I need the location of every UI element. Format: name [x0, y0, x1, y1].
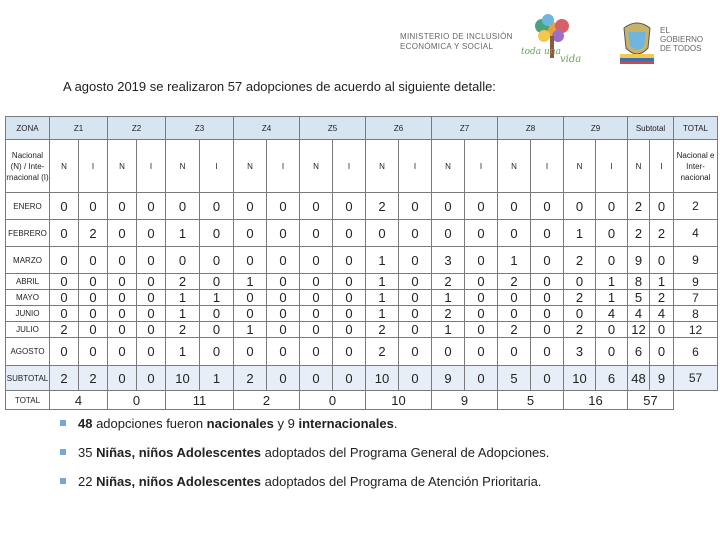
zone-header-cell: Z8	[498, 117, 564, 140]
subtotal-cell: 0	[531, 366, 564, 391]
n-header-cell: N	[300, 140, 333, 193]
value-cell: 0	[333, 220, 366, 247]
value-cell: 0	[564, 306, 596, 322]
subtotal-cell: 0	[300, 366, 333, 391]
value-cell: 0	[531, 274, 564, 290]
row-total: 9	[674, 247, 718, 274]
value-cell: 0	[300, 306, 333, 322]
value-cell: 0	[300, 247, 333, 274]
row-total: 8	[674, 306, 718, 322]
value-cell: 2	[498, 274, 531, 290]
coat-of-arms-icon	[618, 18, 656, 64]
value-cell: 4	[596, 306, 628, 322]
row-total: 7	[674, 290, 718, 306]
table-row	[6, 338, 718, 366]
value-cell: 2	[564, 322, 596, 338]
row-label: AGOSTO	[6, 338, 50, 366]
bullet-square-icon	[60, 478, 66, 484]
value-cell: 0	[137, 193, 166, 220]
value-cell: 0	[200, 338, 234, 366]
value-cell: 0	[166, 247, 200, 274]
n-header-cell: N	[366, 140, 399, 193]
value-cell: 0	[399, 247, 432, 274]
row-total: 2	[674, 193, 718, 220]
value-cell: 0	[650, 247, 674, 274]
i-header-cell: I	[465, 140, 498, 193]
zone-header-cell: Z1	[50, 117, 108, 140]
zone-header-cell: Z6	[366, 117, 432, 140]
value-cell: 0	[465, 247, 498, 274]
n-header-cell: N	[166, 140, 200, 193]
zone-header-cell: Subtotal	[628, 117, 674, 140]
bullet-3-text: adoptados del Programa de Atención Prioritaria.	[261, 474, 542, 489]
n-header-cell: N	[564, 140, 596, 193]
value-cell: 0	[108, 290, 137, 306]
value-cell: 0	[300, 322, 333, 338]
bullet-1-number: 48	[78, 416, 93, 431]
value-cell: 1	[564, 220, 596, 247]
value-cell: 12	[628, 322, 650, 338]
zone-total-cell: 5	[498, 391, 564, 410]
zone-total-cell: 4	[50, 391, 108, 410]
value-cell: 0	[137, 322, 166, 338]
value-cell: 2	[432, 274, 465, 290]
value-cell: 1	[366, 274, 399, 290]
value-cell: 0	[234, 290, 267, 306]
value-cell: 0	[650, 338, 674, 366]
value-cell: 9	[628, 247, 650, 274]
row-total: 12	[674, 322, 718, 338]
intro-text: A agosto 2019 se realizaron 57 adopciones de acuerdo al siguiente detalle:	[63, 79, 496, 94]
value-cell: 0	[333, 338, 366, 366]
subtotal-cell: 1	[200, 366, 234, 391]
subtotal-cell: 0	[267, 366, 300, 391]
bullet-1-bold-b: internacionales	[298, 416, 394, 431]
value-cell: 0	[137, 220, 166, 247]
value-cell: 2	[498, 322, 531, 338]
value-cell: 1	[432, 290, 465, 306]
value-cell: 2	[564, 290, 596, 306]
value-cell: 0	[137, 306, 166, 322]
value-cell: 0	[333, 322, 366, 338]
total-header: TOTAL	[674, 117, 718, 140]
n-header-cell: N	[108, 140, 137, 193]
value-cell: 0	[432, 193, 465, 220]
row-total: 9	[674, 274, 718, 290]
table-row	[6, 290, 718, 306]
table-row	[6, 220, 718, 247]
value-cell: 1	[596, 274, 628, 290]
row-label: JUNIO	[6, 306, 50, 322]
value-cell: 0	[79, 193, 108, 220]
bullet-1-text-b: y 9	[273, 416, 299, 431]
zone-total-cell: 0	[300, 391, 366, 410]
i-header-cell: I	[333, 140, 366, 193]
value-cell: 2	[166, 322, 200, 338]
total-row	[6, 391, 718, 410]
value-cell: 1	[234, 322, 267, 338]
value-cell: 0	[234, 306, 267, 322]
value-cell: 0	[50, 274, 79, 290]
value-cell: 0	[108, 322, 137, 338]
value-cell: 0	[267, 290, 300, 306]
subtotal-cell: 0	[108, 366, 137, 391]
n-header-cell: N	[432, 140, 465, 193]
value-cell: 3	[564, 338, 596, 366]
subtotal-cell: 5	[498, 366, 531, 391]
subtotal-cell: 10	[366, 366, 399, 391]
row-total: 6	[674, 338, 718, 366]
ni-legend-cell: Nacional (N) / Inte-rnacional (I)	[6, 140, 50, 193]
ministry-logo-text	[400, 32, 513, 52]
row-label: ENERO	[6, 193, 50, 220]
table-row	[6, 247, 718, 274]
value-cell: 0	[596, 193, 628, 220]
value-cell: 0	[399, 274, 432, 290]
value-cell: 0	[399, 220, 432, 247]
table-row	[6, 306, 718, 322]
zone-header: ZONA	[6, 117, 50, 140]
value-cell: 2	[650, 290, 674, 306]
gobierno-logo-text	[660, 26, 703, 53]
value-cell: 0	[267, 306, 300, 322]
value-cell: 0	[465, 220, 498, 247]
value-cell: 0	[137, 274, 166, 290]
value-cell: 0	[531, 306, 564, 322]
value-cell: 0	[234, 193, 267, 220]
ni-header-row	[6, 140, 718, 193]
value-cell: 1	[596, 290, 628, 306]
value-cell: 0	[399, 306, 432, 322]
value-cell: 0	[531, 322, 564, 338]
n-header-cell: N	[50, 140, 79, 193]
gov-line-2: GOBIERNO	[660, 35, 704, 44]
value-cell: 0	[333, 274, 366, 290]
zone-total-cell: 11	[166, 391, 234, 410]
brand-text-2: vida	[560, 54, 582, 65]
i-header-cell: I	[137, 140, 166, 193]
value-cell: 0	[531, 193, 564, 220]
value-cell: 0	[366, 220, 399, 247]
subtotal-cell: 9	[432, 366, 465, 391]
value-cell: 2	[628, 220, 650, 247]
value-cell: 0	[650, 193, 674, 220]
value-cell: 0	[267, 193, 300, 220]
value-cell: 0	[300, 193, 333, 220]
subtotal-cell: 2	[234, 366, 267, 391]
value-cell: 1	[166, 306, 200, 322]
i-header-cell: I	[650, 140, 674, 193]
value-cell: 2	[50, 322, 79, 338]
row-label: ABRIL	[6, 274, 50, 290]
value-cell: 4	[650, 306, 674, 322]
value-cell: 0	[465, 274, 498, 290]
value-cell: 8	[628, 274, 650, 290]
bullet-1-bold-a: nacionales	[206, 416, 274, 431]
brand-text-1: toda una	[521, 47, 561, 57]
total-label: TOTAL	[6, 391, 50, 410]
value-cell: 0	[300, 290, 333, 306]
adoptions-table	[5, 116, 718, 410]
value-cell: 0	[267, 338, 300, 366]
subtotal-cell: 48	[628, 366, 650, 391]
value-cell: 0	[108, 220, 137, 247]
value-cell: 0	[531, 220, 564, 247]
row-label: MAYO	[6, 290, 50, 306]
value-cell: 0	[465, 322, 498, 338]
ministry-line-2: ECONÓMICA Y SOCIAL	[400, 42, 494, 51]
table-row	[6, 193, 718, 220]
value-cell: 1	[366, 247, 399, 274]
zone-header-cell: Z9	[564, 117, 628, 140]
toda-una-vida-logo	[518, 12, 586, 68]
bullet-square-icon	[60, 449, 66, 455]
value-cell: 0	[399, 322, 432, 338]
bullet-1	[60, 416, 549, 431]
value-cell: 3	[432, 247, 465, 274]
bullet-2-number: 35	[78, 445, 97, 460]
value-cell: 0	[498, 338, 531, 366]
value-cell: 0	[465, 290, 498, 306]
subtotal-cell: 10	[166, 366, 200, 391]
value-cell: 0	[432, 220, 465, 247]
i-header-cell: I	[531, 140, 564, 193]
row-label: MARZO	[6, 247, 50, 274]
table-body	[6, 117, 718, 410]
gov-line-1: EL	[660, 26, 670, 35]
i-header-cell: I	[596, 140, 628, 193]
value-cell: 0	[79, 290, 108, 306]
value-cell: 2	[432, 306, 465, 322]
value-cell: 0	[333, 193, 366, 220]
value-cell: 0	[531, 338, 564, 366]
subtotal-cell: 0	[399, 366, 432, 391]
subtotal-row	[6, 366, 718, 391]
value-cell: 0	[267, 247, 300, 274]
value-cell: 0	[498, 290, 531, 306]
bullet-2-bold: Niñas, niños Adolescentes	[96, 445, 262, 460]
value-cell: 1	[366, 306, 399, 322]
subtotal-total: 57	[674, 366, 718, 391]
zone-header-cell: Z2	[108, 117, 166, 140]
value-cell: 0	[399, 338, 432, 366]
bullet-1-text-c: .	[393, 416, 398, 431]
value-cell: 0	[300, 220, 333, 247]
subtotal-cell: 2	[79, 366, 108, 391]
subtotal-label: SUBTOTAL	[6, 366, 50, 391]
value-cell: 0	[596, 247, 628, 274]
value-cell: 0	[137, 290, 166, 306]
i-header-cell: I	[200, 140, 234, 193]
value-cell: 2	[628, 193, 650, 220]
value-cell: 0	[333, 290, 366, 306]
value-cell: 0	[200, 193, 234, 220]
gov-line-3: DE TODOS	[660, 44, 702, 53]
value-cell: 0	[465, 306, 498, 322]
value-cell: 0	[79, 306, 108, 322]
value-cell: 0	[137, 247, 166, 274]
bullet-3-number: 22	[78, 474, 97, 489]
value-cell: 0	[267, 274, 300, 290]
value-cell: 2	[366, 322, 399, 338]
bullet-1-text-a: adopciones fueron	[92, 416, 207, 431]
table-row	[6, 322, 718, 338]
value-cell: 0	[399, 193, 432, 220]
subtotal-cell: 10	[564, 366, 596, 391]
value-cell: 0	[333, 247, 366, 274]
value-cell: 0	[234, 247, 267, 274]
value-cell: 1	[650, 274, 674, 290]
row-label: FEBRERO	[6, 220, 50, 247]
zone-total-cell: 57	[628, 391, 674, 410]
value-cell: 0	[79, 322, 108, 338]
value-cell: 0	[267, 220, 300, 247]
row-total: 4	[674, 220, 718, 247]
zone-total-cell: 9	[432, 391, 498, 410]
subtotal-cell: 0	[137, 366, 166, 391]
value-cell: 0	[200, 306, 234, 322]
value-cell: 2	[650, 220, 674, 247]
value-cell: 0	[234, 220, 267, 247]
i-header-cell: I	[267, 140, 300, 193]
i-header-cell: I	[399, 140, 432, 193]
value-cell: 0	[432, 338, 465, 366]
value-cell: 0	[531, 247, 564, 274]
zone-header-cell: Z4	[234, 117, 300, 140]
value-cell: 1	[200, 290, 234, 306]
value-cell: 1	[166, 338, 200, 366]
bullet-3-bold: Niñas, niños Adolescentes	[96, 474, 262, 489]
value-cell: 0	[50, 338, 79, 366]
bullet-2	[60, 445, 549, 460]
value-cell: 0	[596, 322, 628, 338]
value-cell: 0	[108, 338, 137, 366]
subtotal-cell: 6	[596, 366, 628, 391]
value-cell: 0	[498, 220, 531, 247]
value-cell: 0	[50, 220, 79, 247]
zone-total-cell: 10	[366, 391, 432, 410]
value-cell: 0	[137, 338, 166, 366]
value-cell: 2	[366, 193, 399, 220]
value-cell: 0	[399, 290, 432, 306]
summary-bullets	[60, 416, 549, 489]
value-cell: 0	[564, 193, 596, 220]
header-row	[6, 117, 718, 140]
total-sub-header: Nacional e Inter-nacional	[674, 140, 718, 193]
zone-total-cell: 2	[234, 391, 300, 410]
zone-header-cell: Z5	[300, 117, 366, 140]
value-cell: 0	[79, 338, 108, 366]
value-cell: 0	[465, 338, 498, 366]
n-header-cell: N	[498, 140, 531, 193]
value-cell: 2	[564, 247, 596, 274]
value-cell: 1	[166, 290, 200, 306]
value-cell: 0	[564, 274, 596, 290]
value-cell: 0	[79, 247, 108, 274]
value-cell: 0	[300, 338, 333, 366]
value-cell: 0	[108, 247, 137, 274]
n-header-cell: N	[628, 140, 650, 193]
value-cell: 0	[108, 306, 137, 322]
value-cell: 1	[234, 274, 267, 290]
value-cell: 0	[108, 193, 137, 220]
zone-total-cell: 16	[564, 391, 628, 410]
value-cell: 1	[498, 247, 531, 274]
value-cell: 2	[79, 220, 108, 247]
value-cell: 0	[650, 322, 674, 338]
i-header-cell: I	[79, 140, 108, 193]
value-cell: 1	[166, 220, 200, 247]
value-cell: 0	[200, 247, 234, 274]
value-cell: 0	[333, 306, 366, 322]
value-cell: 0	[465, 193, 498, 220]
value-cell: 5	[628, 290, 650, 306]
zone-header-cell: Z3	[166, 117, 234, 140]
value-cell: 0	[79, 274, 108, 290]
value-cell: 1	[366, 290, 399, 306]
value-cell: 0	[200, 220, 234, 247]
zone-header-cell: Z7	[432, 117, 498, 140]
bullet-2-text: adoptados del Programa General de Adopciones.	[261, 445, 550, 460]
ministry-line-1: MINISTERIO DE INCLUSIÓN	[400, 32, 513, 41]
value-cell: 0	[166, 193, 200, 220]
value-cell: 0	[200, 274, 234, 290]
value-cell: 0	[50, 306, 79, 322]
bullet-square-icon	[60, 420, 66, 426]
value-cell: 0	[596, 220, 628, 247]
subtotal-cell: 2	[50, 366, 79, 391]
value-cell: 0	[234, 338, 267, 366]
table-row	[6, 274, 718, 290]
value-cell: 0	[50, 193, 79, 220]
bullet-3	[60, 474, 549, 489]
value-cell: 1	[432, 322, 465, 338]
subtotal-cell: 9	[650, 366, 674, 391]
value-cell: 0	[498, 193, 531, 220]
value-cell: 2	[366, 338, 399, 366]
value-cell: 0	[596, 338, 628, 366]
value-cell: 0	[267, 322, 300, 338]
header-logos	[400, 12, 710, 72]
value-cell: 2	[166, 274, 200, 290]
zone-total-cell: 0	[108, 391, 166, 410]
value-cell: 0	[108, 274, 137, 290]
value-cell: 0	[200, 322, 234, 338]
value-cell: 6	[628, 338, 650, 366]
n-header-cell: N	[234, 140, 267, 193]
subtotal-cell: 0	[333, 366, 366, 391]
value-cell: 0	[498, 306, 531, 322]
value-cell: 0	[50, 290, 79, 306]
value-cell: 4	[628, 306, 650, 322]
value-cell: 0	[300, 274, 333, 290]
value-cell: 0	[531, 290, 564, 306]
subtotal-cell: 0	[465, 366, 498, 391]
row-label: JULIO	[6, 322, 50, 338]
value-cell: 0	[50, 247, 79, 274]
